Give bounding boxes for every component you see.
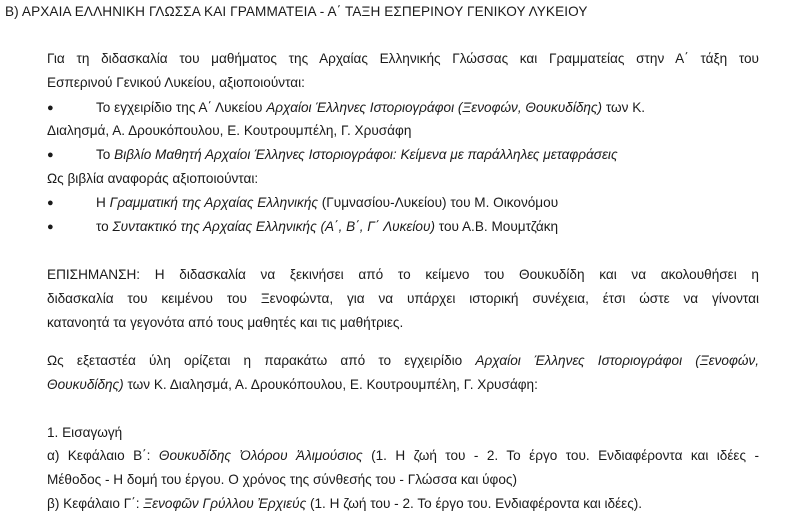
bullet-text: του Α.Β. Μουμτζάκη: [435, 219, 559, 234]
list-item: [47, 98, 759, 118]
bullet-text: Το: [96, 147, 115, 162]
list-item: [47, 217, 558, 237]
book-title: Αρχαίοι Έλληνες Ιστοριογράφοι (Ξενοφών, Θουκυδίδης): [266, 100, 603, 115]
bullet-icon: ●: [47, 197, 54, 209]
syllabus-text: των Κ. Διαλησμά, Α. Δρουκόπουλου, Ε. Κουτρουμπέλη, Γ. Χρυσάφη:: [123, 377, 538, 392]
bullet-icon: ●: [47, 102, 54, 114]
bullet-text: των Κ.: [602, 100, 646, 115]
notice-line-3: κατανοητά τα γεγονότα από τους μαθητές και τις μαθήτριες.: [47, 315, 404, 330]
book-title: Αρχαίοι Έλληνες Ιστοριογράφοι (Ξενοφών,: [475, 353, 759, 368]
chapter-text: (1. Η ζωή του - 2. Το έργο του. Ενδιαφέροντα και ιδέες -: [362, 448, 759, 463]
chapter-title: Ξενοφῶν Γρύλλου Ἐρχιεύς: [143, 496, 307, 511]
chapter-title: Θουκυδίδης Ὀλόρου Ἁλιμούσιος: [158, 448, 363, 463]
intro-line-2: Εσπερινού Γενικού Λυκείου, αξιοποιούνται:: [47, 75, 305, 90]
bullet-icon: ●: [47, 149, 54, 161]
list-item: [47, 145, 618, 165]
chapter-label: β) Κεφάλαιο Γ΄:: [47, 496, 144, 511]
bullet-icon: ●: [47, 221, 54, 233]
chapter-b-line-2: Μέθοδος - Η δομή του έργου. Ο χρόνος της σύνθεσής του - Γλώσσα και ύφος): [47, 472, 518, 487]
book-title: Γραμματική της Αρχαίας Ελληνικής: [109, 195, 318, 210]
bullet-text: το: [96, 219, 113, 234]
chapter-label: α) Κεφάλαιο Β΄:: [47, 448, 159, 463]
book-title: Θουκυδίδης): [47, 377, 124, 392]
book-title: Συντακτικό της Αρχαίας Ελληνικής (Α΄, Β΄, Γ΄ Λυκείου): [112, 219, 435, 234]
bullet-continuation: Διαλησμά, Α. Δρουκόπουλου, Ε. Κουτρουμπέλη, Γ. Χρυσάφη: [47, 123, 412, 138]
notice-line-1: ΕΠΙΣΗΜΑΝΣΗ: Η διδασκαλία να ξεκινήσει από το κείμενο του Θουκυδίδη και να ακολουθήσει η: [47, 267, 759, 282]
contents-intro-item: 1. Εισαγωγή: [47, 425, 123, 440]
chapter-text: (1. Η ζωή του - 2. Το έργο του. Ενδιαφέροντα και ιδέες).: [306, 496, 643, 511]
bullet-text: Η: [96, 195, 110, 210]
chapter-b-line-1: [47, 446, 759, 466]
syllabus-line-1: [47, 351, 759, 371]
bullet-text: (Γυμνασίου-Λυκείου) του Μ. Οικονόμου: [318, 195, 559, 210]
intro-line-1: Για τη διδασκαλία του μαθήματος της Αρχαίας Ελληνικής Γλώσσας και Γραμματείας στην Α΄ τάξη του: [47, 51, 759, 66]
bullet-text: Το εγχειρίδιο της Α΄ Λυκείου: [96, 100, 267, 115]
notice-line-2: διδασκαλία του κειμένου του Ξενοφώντα, για να υπάρχει ιστορική συνέχεια, έτσι ώστε να γίνονται: [47, 291, 759, 306]
section-heading: Β) ΑΡΧΑΙΑ ΕΛΛΗΝΙΚΗ ΓΛΩΣΣΑ ΚΑΙ ΓΡΑΜΜΑΤΕΙΑ - Α΄ ΤΑΞΗ ΕΣΠΕΡΙΝΟΥ ΓΕΝΙΚΟΥ ΛΥΚΕΙΟΥ: [5, 4, 588, 19]
book-title: Βιβλίο Μαθητή Αρχαίοι Έλληνες Ιστοριογράφοι: Κείμενα με παράλληλες μεταφράσεις: [114, 147, 618, 162]
list-item: [47, 193, 558, 213]
reference-intro: Ως βιβλία αναφοράς αξιοποιούνται:: [47, 171, 259, 186]
syllabus-text: Ως εξεταστέα ύλη ορίζεται η παρακάτω από το εγχειρίδιο: [47, 353, 476, 368]
chapter-c-line: [47, 494, 759, 514]
syllabus-line-2: [47, 375, 759, 395]
